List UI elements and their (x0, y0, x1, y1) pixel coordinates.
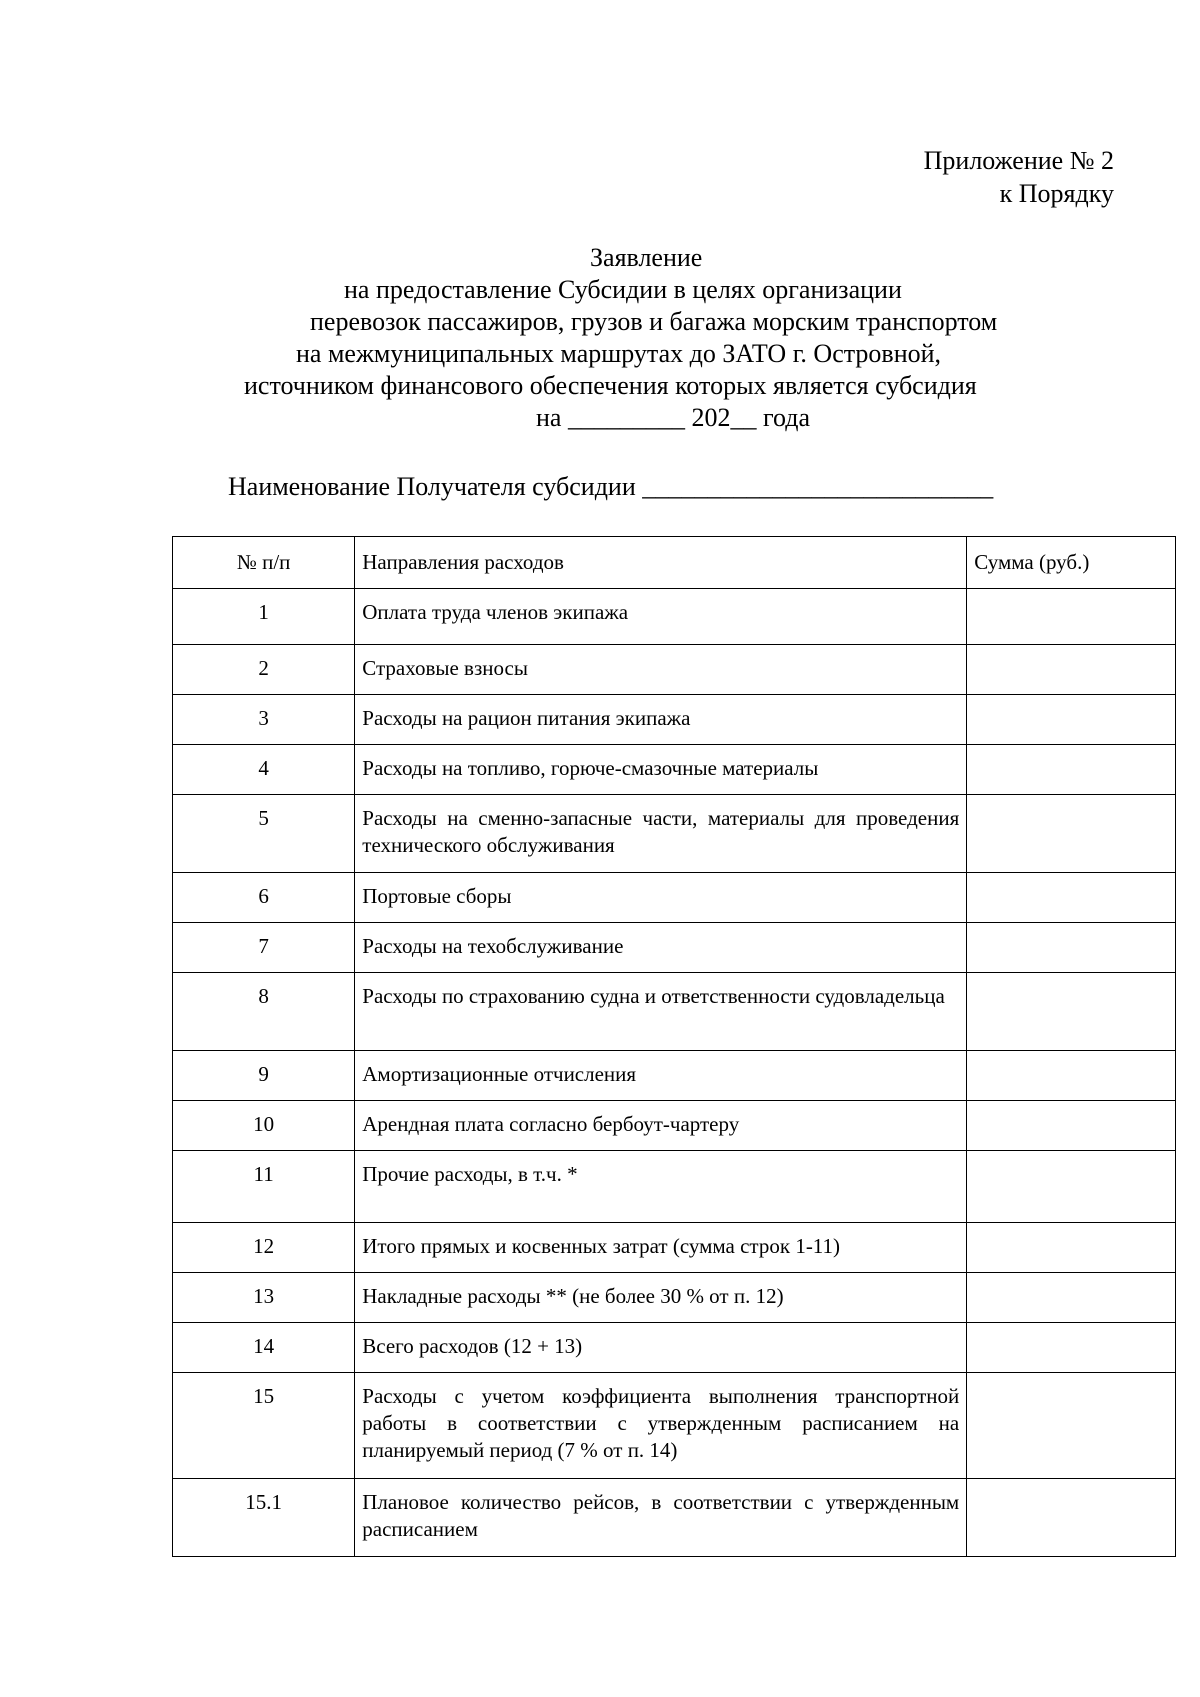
row-sum-cell[interactable] (967, 1479, 1176, 1557)
row-number: 11 (173, 1151, 355, 1223)
header-num: № п/п (173, 537, 355, 589)
table-row (173, 973, 1176, 1051)
table-row (173, 1223, 1176, 1273)
heading-line: на межмуниципальных маршрутах до ЗАТО г. Островной, (296, 339, 942, 368)
row-sum-cell[interactable] (967, 795, 1176, 873)
table-row (173, 1273, 1176, 1323)
row-expense-direction: Всего расходов (12 + 13) (355, 1323, 967, 1373)
header-direction: Направления расходов (355, 537, 967, 589)
row-number: 1 (173, 589, 355, 645)
table-row (173, 873, 1176, 923)
table-header-row (173, 537, 1176, 589)
table-row (173, 923, 1176, 973)
row-sum-cell[interactable] (967, 1273, 1176, 1323)
row-sum-cell[interactable] (967, 873, 1176, 923)
row-expense-direction: Расходы по страхованию судна и ответственности судовладельца (355, 973, 967, 1051)
row-number: 10 (173, 1101, 355, 1151)
row-expense-direction: Арендная плата согласно бербоут-чартеру (355, 1101, 967, 1151)
row-number: 4 (173, 745, 355, 795)
row-expense-direction: Расходы на сменно-запасные части, материалы для проведения технического обслуживания (355, 795, 967, 873)
row-expense-direction: Расходы на топливо, горюче-смазочные материалы (355, 745, 967, 795)
heading-line: источником финансового обеспечения которых является субсидия (244, 371, 977, 400)
recipient-name-field: Наименование Получателя субсидии ___________________________ (228, 472, 994, 501)
heading-line: перевозок пассажиров, грузов и багажа морским транспортом (310, 307, 998, 336)
row-sum-cell[interactable] (967, 1223, 1176, 1273)
row-sum-cell[interactable] (967, 1051, 1176, 1101)
heading-period-line: на _________ 202__ года (536, 403, 810, 432)
table-row (173, 1051, 1176, 1101)
row-expense-direction: Накладные расходы ** (не более 30 % от п. 12) (355, 1273, 967, 1323)
row-expense-direction: Плановое количество рейсов, в соответствии с утвержденным расписанием (355, 1479, 967, 1557)
row-expense-direction: Оплата труда членов экипажа (355, 589, 967, 645)
row-expense-direction: Портовые сборы (355, 873, 967, 923)
row-expense-direction: Амортизационные отчисления (355, 1051, 967, 1101)
row-sum-cell[interactable] (967, 745, 1176, 795)
row-sum-cell[interactable] (967, 645, 1176, 695)
document-title: Заявление (590, 243, 703, 272)
appendix-number: Приложение № 2 (923, 146, 1114, 175)
row-number: 7 (173, 923, 355, 973)
row-number: 5 (173, 795, 355, 873)
row-number: 6 (173, 873, 355, 923)
expenses-table (172, 536, 1176, 1557)
row-number: 13 (173, 1273, 355, 1323)
table-row (173, 1479, 1176, 1557)
row-sum-cell[interactable] (967, 589, 1176, 645)
row-sum-cell[interactable] (967, 1373, 1176, 1479)
table-row (173, 695, 1176, 745)
table-row (173, 1101, 1176, 1151)
row-sum-cell[interactable] (967, 695, 1176, 745)
row-number: 15.1 (173, 1479, 355, 1557)
row-number: 2 (173, 645, 355, 695)
row-expense-direction: Прочие расходы, в т.ч. * (355, 1151, 967, 1223)
appendix-order: к Порядку (999, 179, 1114, 208)
appendix-reference (924, 144, 1114, 210)
table-row (173, 1373, 1176, 1479)
row-expense-direction: Расходы с учетом коэффициента выполнения транспортной работы в соответствии с утвержденным расписанием на планируемый период (7 % от п. 14) (355, 1373, 967, 1479)
row-sum-cell[interactable] (967, 1323, 1176, 1373)
row-sum-cell[interactable] (967, 923, 1176, 973)
row-sum-cell[interactable] (967, 973, 1176, 1051)
table-row (173, 745, 1176, 795)
header-sum: Сумма (руб.) (967, 537, 1176, 589)
row-number: 8 (173, 973, 355, 1051)
row-expense-direction: Расходы на рацион питания экипажа (355, 695, 967, 745)
table-row (173, 1323, 1176, 1373)
row-number: 15 (173, 1373, 355, 1479)
row-number: 14 (173, 1323, 355, 1373)
document-heading (0, 242, 1200, 434)
row-number: 9 (173, 1051, 355, 1101)
heading-line: на предоставление Субсидии в целях организации (344, 275, 902, 304)
row-sum-cell[interactable] (967, 1151, 1176, 1223)
row-expense-direction: Итого прямых и косвенных затрат (сумма строк 1-11) (355, 1223, 967, 1273)
table-row (173, 795, 1176, 873)
row-number: 3 (173, 695, 355, 745)
row-expense-direction: Страховые взносы (355, 645, 967, 695)
table-row (173, 1151, 1176, 1223)
row-sum-cell[interactable] (967, 1101, 1176, 1151)
row-expense-direction: Расходы на техобслуживание (355, 923, 967, 973)
table-row (173, 589, 1176, 645)
table-row (173, 645, 1176, 695)
row-number: 12 (173, 1223, 355, 1273)
